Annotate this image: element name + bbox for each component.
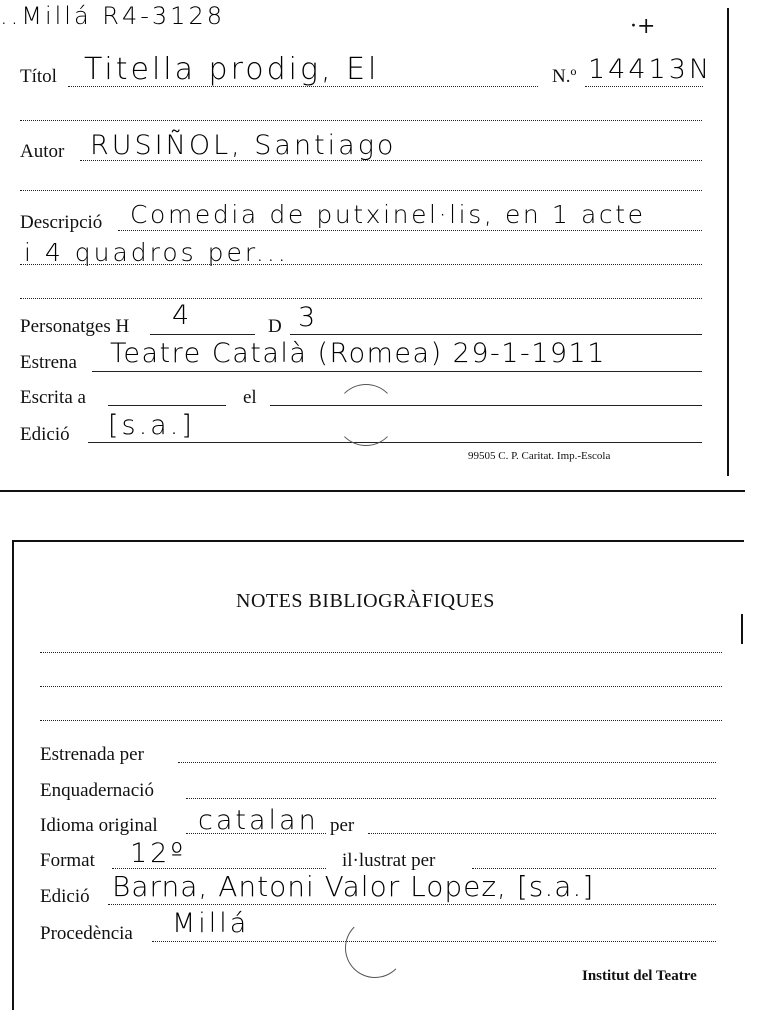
idioma-per-label: per <box>330 815 355 836</box>
notes-title: NOTES BIBLIOGRÀFIQUES <box>236 590 495 612</box>
descripcio-line-1 <box>118 230 702 231</box>
personatges-label: Personatges H <box>20 316 130 337</box>
estrenada-label: Estrenada per <box>40 744 144 765</box>
edicio2-line <box>108 904 716 905</box>
format-value: 12º <box>130 838 187 869</box>
edicio-line <box>88 442 702 443</box>
card-top-right-edge <box>727 8 729 476</box>
format-label: Format <box>40 850 95 871</box>
edicio2-value: Barna, Antoni Valor Lopez, [s.a.] <box>112 870 595 903</box>
personatges-h-value: 4 <box>172 300 193 331</box>
blank-line-2 <box>20 190 702 191</box>
number-label: N.º <box>552 66 577 87</box>
autor-value: RUSIÑOL, Santiago <box>90 130 397 161</box>
estrena-label: Estrena <box>20 352 77 373</box>
printer-note: 99505 C. P. Caritat. Imp.-Escola <box>468 450 611 462</box>
escrita-line <box>108 405 226 406</box>
notes-line-1 <box>40 652 722 653</box>
illustrat-line <box>472 868 716 869</box>
idioma-label: Idioma original <box>40 815 158 836</box>
notes-line-3 <box>40 720 722 721</box>
estrena-value: Teatre Català (Romea) 29-1-1911 <box>110 338 606 369</box>
punch-hole-bottom <box>345 918 405 978</box>
card-top-bottom-edge <box>0 490 745 492</box>
escrita-label: Escrita a <box>20 387 86 408</box>
blank-line-3 <box>20 298 702 299</box>
enquadernacio-label: Enquadernació <box>40 780 154 801</box>
punch-hole-top <box>335 384 397 446</box>
descripcio-value-2: i 4 quadros per... <box>24 238 289 267</box>
idioma-value: catalan <box>198 805 319 836</box>
el-label: el <box>243 387 257 408</box>
edicio2-label: Edició <box>40 886 90 907</box>
descripcio-value-1: Comedia de putxinel·lis, en 1 acte <box>130 200 646 229</box>
autor-label: Autor <box>20 141 65 162</box>
titol-label: Títol <box>20 66 57 87</box>
edicio-label: Edició <box>20 424 70 445</box>
personatges-h-line <box>150 334 255 335</box>
enquadernacio-line <box>186 798 716 799</box>
number-line <box>585 86 703 87</box>
estrenada-line <box>178 762 716 763</box>
blank-line-1 <box>20 120 702 121</box>
card-bottom-left-edge <box>12 540 14 1010</box>
estrena-line <box>92 371 702 372</box>
edicio-value: [s.a.] <box>108 410 195 441</box>
notes-line-2 <box>40 686 722 687</box>
personatges-d-value: 3 <box>298 302 319 333</box>
titol-value: Titella prodig, El <box>84 52 380 87</box>
card-bottom-right-edge <box>741 614 743 644</box>
number-value: 14413N <box>588 54 713 85</box>
descripcio-label: Descripció <box>20 212 103 233</box>
idioma-per-line <box>368 833 716 834</box>
procedencia-line <box>152 941 716 942</box>
institut-footer: Institut del Teatre <box>582 968 697 984</box>
header-note: ..Millá R4-3128 <box>0 2 225 30</box>
card-bottom-top-edge <box>12 540 744 542</box>
corner-mark: ·+ <box>630 14 656 39</box>
illustrat-label: il·lustrat per <box>342 850 436 871</box>
personatges-d-label: D <box>268 316 282 337</box>
procedencia-value: Millá <box>172 908 250 939</box>
el-line <box>270 405 702 406</box>
personatges-d-line <box>290 334 702 335</box>
procedencia-label: Procedència <box>40 923 133 944</box>
